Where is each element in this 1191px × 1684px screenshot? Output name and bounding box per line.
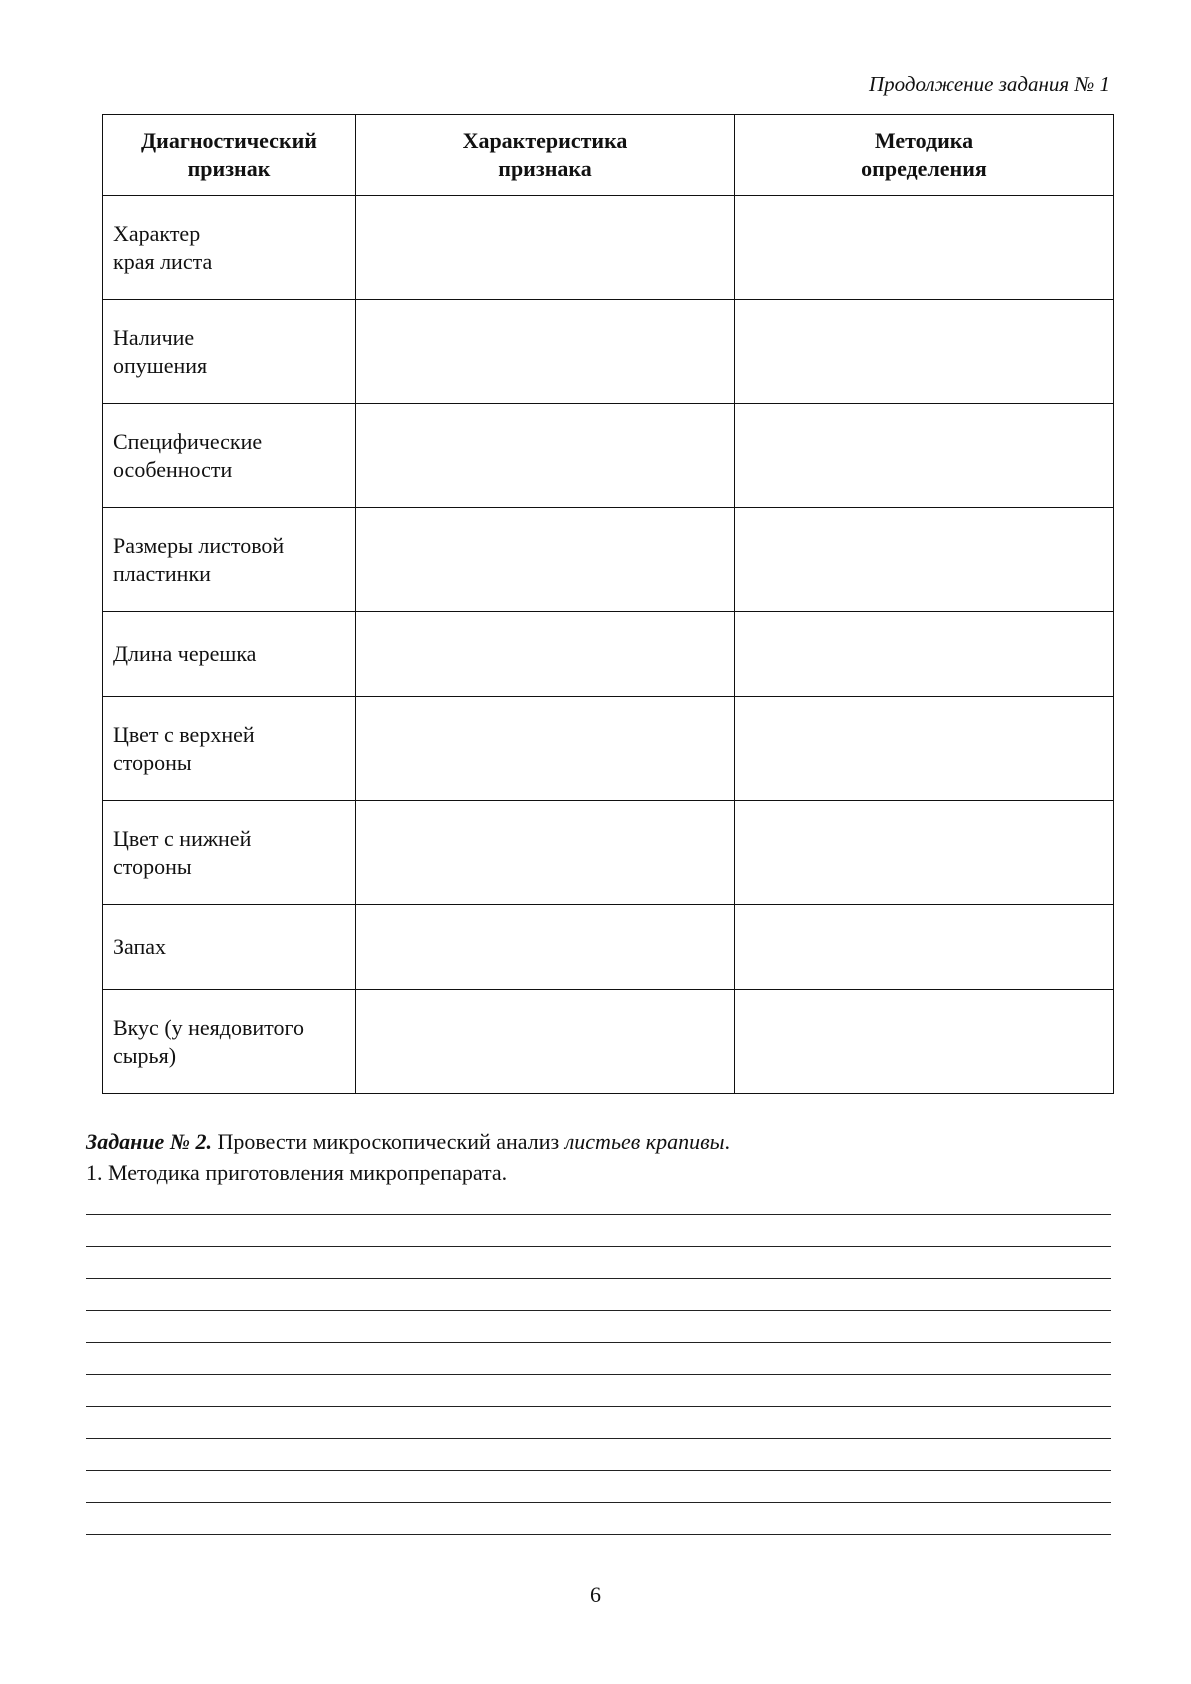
page-number: 6	[590, 1582, 601, 1607]
row-label-upper-color: Цвет с верхней стороны	[103, 697, 356, 801]
answer-line[interactable]	[86, 1374, 1111, 1375]
characteristic-cell[interactable]	[356, 801, 735, 905]
characteristic-cell[interactable]	[356, 905, 735, 990]
characteristic-cell[interactable]	[356, 990, 735, 1094]
method-cell[interactable]	[735, 990, 1114, 1094]
table-row	[103, 697, 1114, 801]
characteristic-cell[interactable]	[356, 300, 735, 404]
characteristic-cell[interactable]	[356, 196, 735, 300]
characteristic-cell[interactable]	[356, 508, 735, 612]
method-cell[interactable]	[735, 196, 1114, 300]
table-row	[103, 612, 1114, 697]
answer-lines	[86, 1214, 1111, 1566]
task-2-text-end: .	[724, 1129, 731, 1154]
method-cell[interactable]	[735, 508, 1114, 612]
row-label-lower-color: Цвет с нижней стороны	[103, 801, 356, 905]
task-2-text: Провести микроскопический анализ	[211, 1129, 565, 1154]
answer-line[interactable]	[86, 1502, 1111, 1503]
method-cell[interactable]	[735, 905, 1114, 990]
table-row	[103, 300, 1114, 404]
diagnostic-features-table	[102, 114, 1114, 1094]
task-2-section	[86, 1126, 1111, 1188]
method-cell[interactable]	[735, 404, 1114, 508]
answer-line[interactable]	[86, 1534, 1111, 1535]
table-row	[103, 905, 1114, 990]
answer-line[interactable]	[86, 1278, 1111, 1279]
continuation-note: Продолжение задания № 1	[868, 72, 1110, 96]
table-row	[103, 801, 1114, 905]
method-cell[interactable]	[735, 300, 1114, 404]
characteristic-cell[interactable]	[356, 612, 735, 697]
answer-line[interactable]	[86, 1246, 1111, 1247]
task-2-emphasis: листьев крапивы	[564, 1129, 725, 1154]
method-cell[interactable]	[735, 801, 1114, 905]
answer-line[interactable]	[86, 1214, 1111, 1215]
table-row	[103, 404, 1114, 508]
characteristic-cell[interactable]	[356, 697, 735, 801]
task-2-heading	[86, 1126, 1111, 1157]
table-header-row	[103, 115, 1114, 196]
row-label-taste: Вкус (у неядовитого сырья)	[103, 990, 356, 1094]
answer-line[interactable]	[86, 1342, 1111, 1343]
table-row	[103, 508, 1114, 612]
table-row	[103, 196, 1114, 300]
task-2-step-1: 1. Методика приготовления микропрепарата.	[86, 1160, 508, 1185]
row-label-leaf-margin: Характер края листа	[103, 196, 356, 300]
row-label-specific-features: Специфические особенности	[103, 404, 356, 508]
task-2-title: Задание № 2.	[86, 1129, 212, 1154]
row-label-smell: Запах	[103, 905, 356, 990]
answer-line[interactable]	[86, 1310, 1111, 1311]
table-row	[103, 990, 1114, 1094]
answer-line[interactable]	[86, 1438, 1111, 1439]
column-header-characteristic: Характеристика признака	[356, 115, 735, 196]
row-label-blade-size: Размеры листовой пластинки	[103, 508, 356, 612]
column-header-method: Методика определения	[735, 115, 1114, 196]
method-cell[interactable]	[735, 697, 1114, 801]
answer-line[interactable]	[86, 1406, 1111, 1407]
row-label-petiole-length: Длина черешка	[103, 612, 356, 697]
column-header-diagnostic-feature: Диагностический признак	[103, 115, 356, 196]
characteristic-cell[interactable]	[356, 404, 735, 508]
row-label-pubescence: Наличие опушения	[103, 300, 356, 404]
method-cell[interactable]	[735, 612, 1114, 697]
answer-line[interactable]	[86, 1470, 1111, 1471]
